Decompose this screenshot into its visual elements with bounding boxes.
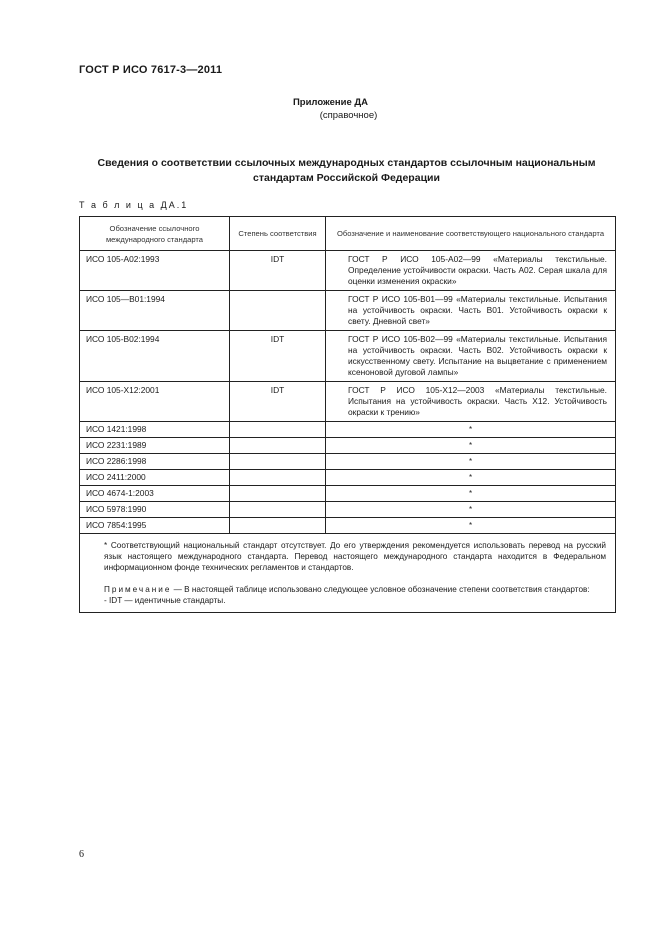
degree-cell: [230, 486, 326, 502]
national-standard-cell: *: [326, 518, 616, 534]
degree-cell: [230, 470, 326, 486]
note-text: — В настоящей таблице использовано следующее условное обозначение степени соответствия стандартов:: [171, 585, 590, 594]
national-standard-cell: *: [326, 454, 616, 470]
header-intl-standard: Обозначение ссылочного международного стандарта: [80, 217, 230, 251]
intl-standard-cell: ИСО 2286:1998: [80, 454, 230, 470]
national-standard-text: ГОСТ Р ИСО 105-В01—99 «Материалы текстильные. Испытания на устойчивость окраски. Часть В01. Устойчивость окраски к свету. Дневной свет»: [348, 294, 607, 326]
note-item: - IDT — идентичные стандарты.: [104, 596, 226, 605]
table-row: [80, 331, 616, 382]
degree-cell: [230, 518, 326, 534]
intl-standard-cell: ИСО 105-А02:1993: [80, 251, 230, 291]
intl-standard-cell: ИСО 4674-1:2003: [80, 486, 230, 502]
document-header: ГОСТ Р ИСО 7617-3—2011: [79, 64, 223, 76]
note-paragraph: [86, 584, 606, 595]
degree-cell: [230, 454, 326, 470]
appendix-label: Приложение ДА: [292, 97, 369, 108]
table-row: [80, 502, 616, 518]
intl-standard-cell: ИСО 2411:2000: [80, 470, 230, 486]
national-standard-cell: [326, 382, 616, 422]
section-title-line-1: Сведения о соответствии ссылочных международных стандартов ссылочным национальным: [97, 157, 596, 169]
page-number: 6: [79, 849, 84, 860]
degree-cell: IDT: [230, 251, 326, 291]
appendix-type: (справочное): [319, 110, 378, 121]
section-title: [79, 156, 614, 186]
intl-standard-cell: ИСО 105-Х12:2001: [80, 382, 230, 422]
table-footnote-cell: [80, 534, 616, 613]
intl-standard-cell: ИСО 105-В02:1994: [80, 331, 230, 382]
national-standard-cell: [326, 331, 616, 382]
note-label: Примечание: [104, 585, 172, 594]
correspondence-table: [79, 216, 615, 613]
table-header-row: [80, 217, 616, 251]
table-row: [80, 438, 616, 454]
table-caption: Т а б л и ц а ДА.1: [79, 200, 189, 210]
national-standard-cell: *: [326, 502, 616, 518]
table-footnote-row: [80, 534, 616, 613]
intl-standard-cell: ИСО 7854:1995: [80, 518, 230, 534]
table-row: [80, 518, 616, 534]
degree-cell: IDT: [230, 331, 326, 382]
degree-cell: [230, 438, 326, 454]
intl-standard-cell: ИСО 5978:1990: [80, 502, 230, 518]
table-row: [80, 251, 616, 291]
national-standard-text: ГОСТ Р ИСО 105-В02—99 «Материалы текстильные. Испытания на устойчивость окраски. Часть В02. Устойчивость окраски к искусственному свету. Испытание на выцветание с применением ксеноновой дуговой лампы»: [348, 334, 607, 377]
table-row: [80, 291, 616, 331]
degree-cell: IDT: [230, 382, 326, 422]
table-row: [80, 382, 616, 422]
degree-cell: [230, 291, 326, 331]
national-standard-cell: *: [326, 486, 616, 502]
intl-standard-cell: ИСО 2231:1989: [80, 438, 230, 454]
national-standard-cell: [326, 251, 616, 291]
degree-cell: [230, 422, 326, 438]
table-row: [80, 470, 616, 486]
national-standard-text: ГОСТ Р ИСО 105-Х12—2003 «Материалы текстильные. Испытания на устойчивость окраски. Часть Х12. Устойчивость окраски к трению»: [348, 385, 607, 417]
footnote-text: * Соответствующий национальный стандарт отсутствует. До его утверждения рекомендуется использовать перевод на русский язык настоящего международного стандарта. Перевод настоящего международного стандарта находится в Федеральном информационном фонде технических регламентов и стандартов.: [104, 541, 606, 572]
national-standard-text: ГОСТ Р ИСО 105-А02—99 «Материалы текстильные. Определение устойчивости окраски. Часть А02. Серая шкала для оценки изменения окраски»: [348, 254, 607, 286]
header-degree: Степень соответствия: [230, 217, 326, 251]
national-standard-cell: *: [326, 422, 616, 438]
header-national-standard: Обозначение и наименование соответствующего национального стандарта: [326, 217, 616, 251]
section-title-line-2: стандартам Российской Федерации: [253, 172, 440, 184]
degree-cell: [230, 502, 326, 518]
national-standard-cell: *: [326, 470, 616, 486]
table-row: [80, 422, 616, 438]
intl-standard-cell: ИСО 1421:1998: [80, 422, 230, 438]
national-standard-cell: [326, 291, 616, 331]
table-row: [80, 486, 616, 502]
table-row: [80, 454, 616, 470]
intl-standard-cell: ИСО 105—В01:1994: [80, 291, 230, 331]
appendix-heading: [0, 96, 661, 122]
national-standard-cell: *: [326, 438, 616, 454]
